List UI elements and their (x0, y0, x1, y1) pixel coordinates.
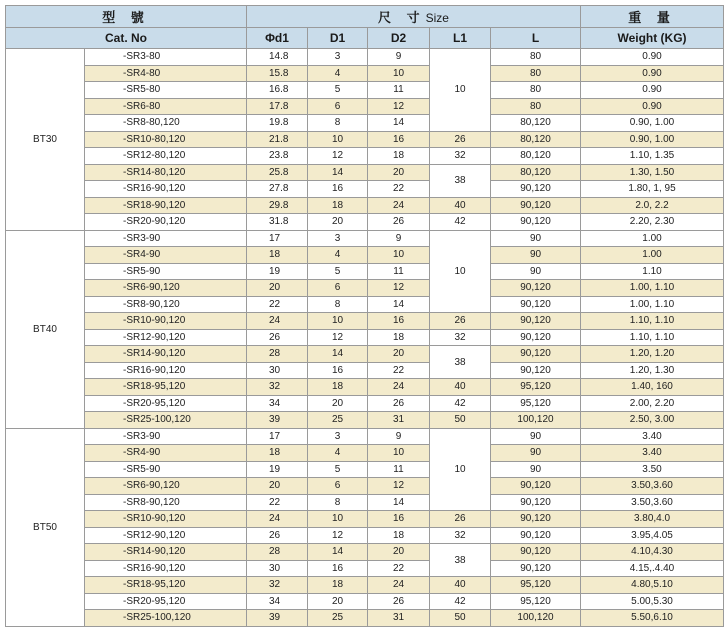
D1-cell: 10 (308, 131, 368, 148)
weight-cell: 4.80,5.10 (581, 577, 724, 594)
model-header-cn: 型 號 (6, 6, 247, 28)
weight-cell: 1.30, 1.50 (581, 164, 724, 181)
L-cell: 80,120 (491, 131, 581, 148)
D2-cell: 31 (368, 412, 430, 429)
L-cell: 90,120 (491, 329, 581, 346)
D1-cell: 12 (308, 148, 368, 165)
cat-no-cell: -SR4-90 (85, 445, 247, 462)
d1-cell: 19 (247, 263, 308, 280)
col-L1-header: L1 (430, 28, 491, 49)
group-label: BT40 (6, 230, 85, 428)
L1-cell: 10 (430, 428, 491, 511)
D2-cell: 11 (368, 82, 430, 99)
table-row (6, 98, 724, 115)
d1-cell: 24 (247, 511, 308, 528)
L-cell: 90,120 (491, 214, 581, 231)
L-cell: 80 (491, 65, 581, 82)
table-row (6, 181, 724, 198)
d1-cell: 26 (247, 329, 308, 346)
L1-cell: 42 (430, 593, 491, 610)
d1-cell: 23.8 (247, 148, 308, 165)
col-D2-header: D2 (368, 28, 430, 49)
L-cell: 80 (491, 49, 581, 66)
weight-cell: 1.10, 1.10 (581, 313, 724, 330)
D2-cell: 18 (368, 148, 430, 165)
weight-cell: 4.10,4.30 (581, 544, 724, 561)
table-row (6, 494, 724, 511)
L-cell: 90,120 (491, 560, 581, 577)
table-row (6, 164, 724, 181)
cat-no-cell: -SR6-90,120 (85, 478, 247, 495)
d1-cell: 17.8 (247, 98, 308, 115)
D2-cell: 10 (368, 445, 430, 462)
d1-cell: 14.8 (247, 49, 308, 66)
L1-cell: 40 (430, 577, 491, 594)
weight-cell: 3.40 (581, 428, 724, 445)
D1-cell: 3 (308, 428, 368, 445)
d1-cell: 28 (247, 544, 308, 561)
D2-cell: 9 (368, 49, 430, 66)
D1-cell: 20 (308, 593, 368, 610)
group-label: BT30 (6, 49, 85, 231)
D1-cell: 16 (308, 181, 368, 198)
d1-cell: 34 (247, 593, 308, 610)
table-row (6, 511, 724, 528)
weight-cell: 2.00, 2.20 (581, 395, 724, 412)
table-row (6, 82, 724, 99)
L-cell: 80 (491, 82, 581, 99)
D1-cell: 4 (308, 445, 368, 462)
cat-no-cell: -SR14-90,120 (85, 544, 247, 561)
D2-cell: 26 (368, 395, 430, 412)
table-body (6, 49, 724, 627)
table-row (6, 461, 724, 478)
D1-cell: 10 (308, 313, 368, 330)
table-row (6, 313, 724, 330)
D1-cell: 8 (308, 494, 368, 511)
D2-cell: 11 (368, 263, 430, 280)
weight-cell: 0.90, 1.00 (581, 115, 724, 132)
L-cell: 95,120 (491, 577, 581, 594)
table-row (6, 296, 724, 313)
D1-cell: 6 (308, 478, 368, 495)
D1-cell: 5 (308, 82, 368, 99)
weight-header-en: Weight (KG) (581, 28, 724, 49)
D2-cell: 20 (368, 346, 430, 363)
L1-cell: 42 (430, 395, 491, 412)
L-cell: 90,120 (491, 181, 581, 198)
cat-no-cell: -SR8-90,120 (85, 296, 247, 313)
D2-cell: 18 (368, 329, 430, 346)
col-L-header: L (491, 28, 581, 49)
D1-cell: 20 (308, 214, 368, 231)
D2-cell: 24 (368, 577, 430, 594)
D2-cell: 12 (368, 280, 430, 297)
table-row (6, 263, 724, 280)
cat-no-cell: -SR10-90,120 (85, 313, 247, 330)
L-cell: 80,120 (491, 148, 581, 165)
D2-cell: 24 (368, 197, 430, 214)
D2-cell: 9 (368, 428, 430, 445)
D1-cell: 6 (308, 98, 368, 115)
table-row (6, 280, 724, 297)
table-row (6, 445, 724, 462)
d1-cell: 21.8 (247, 131, 308, 148)
table-row (6, 247, 724, 264)
D2-cell: 12 (368, 98, 430, 115)
L-cell: 90,120 (491, 280, 581, 297)
d1-cell: 20 (247, 478, 308, 495)
D2-cell: 22 (368, 560, 430, 577)
D2-cell: 14 (368, 296, 430, 313)
D1-cell: 3 (308, 49, 368, 66)
weight-cell: 1.10, 1.35 (581, 148, 724, 165)
L-cell: 90 (491, 263, 581, 280)
weight-cell: 1.00 (581, 230, 724, 247)
L-cell: 90 (491, 230, 581, 247)
d1-cell: 26 (247, 527, 308, 544)
D1-cell: 18 (308, 379, 368, 396)
weight-cell: 3.50 (581, 461, 724, 478)
D1-cell: 14 (308, 164, 368, 181)
L-cell: 90 (491, 428, 581, 445)
D1-cell: 20 (308, 395, 368, 412)
table-row (6, 49, 724, 66)
L1-cell: 32 (430, 148, 491, 165)
table-row (6, 577, 724, 594)
weight-cell: 5.50,6.10 (581, 610, 724, 627)
D2-cell: 20 (368, 164, 430, 181)
D2-cell: 26 (368, 593, 430, 610)
D2-cell: 16 (368, 511, 430, 528)
cat-no-cell: -SR14-80,120 (85, 164, 247, 181)
model-header-en: Cat. No (6, 28, 247, 49)
table-row (6, 610, 724, 627)
cat-no-cell: -SR25-100,120 (85, 412, 247, 429)
weight-cell: 1.80, 1, 95 (581, 181, 724, 198)
L-cell: 90,120 (491, 511, 581, 528)
table-row (6, 346, 724, 363)
cat-no-cell: -SR4-90 (85, 247, 247, 264)
weight-cell: 1.10, 1.10 (581, 329, 724, 346)
table-row (6, 329, 724, 346)
D2-cell: 26 (368, 214, 430, 231)
spec-table (5, 5, 724, 627)
L1-cell: 10 (430, 230, 491, 313)
d1-cell: 20 (247, 280, 308, 297)
col-d1-header: Φd1 (247, 28, 308, 49)
d1-cell: 39 (247, 412, 308, 429)
D1-cell: 5 (308, 461, 368, 478)
cat-no-cell: -SR18-90,120 (85, 197, 247, 214)
cat-no-cell: -SR14-90,120 (85, 346, 247, 363)
weight-cell: 1.00, 1.10 (581, 280, 724, 297)
d1-cell: 27.8 (247, 181, 308, 198)
d1-cell: 17 (247, 230, 308, 247)
D1-cell: 6 (308, 280, 368, 297)
L-cell: 90,120 (491, 494, 581, 511)
weight-cell: 1.00 (581, 247, 724, 264)
D2-cell: 14 (368, 494, 430, 511)
weight-header-cn: 重 量 (581, 6, 724, 28)
L-cell: 95,120 (491, 593, 581, 610)
weight-cell: 1.00, 1.10 (581, 296, 724, 313)
L-cell: 90,120 (491, 362, 581, 379)
cat-no-cell: -SR12-80,120 (85, 148, 247, 165)
cat-no-cell: -SR4-80 (85, 65, 247, 82)
weight-cell: 0.90 (581, 82, 724, 99)
L-cell: 95,120 (491, 395, 581, 412)
D2-cell: 10 (368, 247, 430, 264)
cat-no-cell: -SR3-80 (85, 49, 247, 66)
table-row (6, 544, 724, 561)
cat-no-cell: -SR8-80,120 (85, 115, 247, 132)
d1-cell: 24 (247, 313, 308, 330)
L-cell: 80,120 (491, 115, 581, 132)
L-cell: 90 (491, 247, 581, 264)
D1-cell: 18 (308, 577, 368, 594)
cat-no-cell: -SR3-90 (85, 428, 247, 445)
table-row (6, 527, 724, 544)
d1-cell: 31.8 (247, 214, 308, 231)
table-row (6, 362, 724, 379)
L1-cell: 38 (430, 164, 491, 197)
L1-cell: 42 (430, 214, 491, 231)
D1-cell: 12 (308, 527, 368, 544)
table-row (6, 379, 724, 396)
table-row (6, 412, 724, 429)
d1-cell: 28 (247, 346, 308, 363)
D2-cell: 22 (368, 362, 430, 379)
D1-cell: 12 (308, 329, 368, 346)
L-cell: 90 (491, 445, 581, 462)
L1-cell: 26 (430, 313, 491, 330)
weight-cell: 2.50, 3.00 (581, 412, 724, 429)
D2-cell: 18 (368, 527, 430, 544)
table-row (6, 395, 724, 412)
table-row (6, 131, 724, 148)
cat-no-cell: -SR8-90,120 (85, 494, 247, 511)
D1-cell: 8 (308, 296, 368, 313)
D2-cell: 31 (368, 610, 430, 627)
cat-no-cell: -SR6-80 (85, 98, 247, 115)
D2-cell: 11 (368, 461, 430, 478)
weight-cell: 3.50,3.60 (581, 494, 724, 511)
weight-cell: 4.15,.4.40 (581, 560, 724, 577)
weight-cell: 0.90, 1.00 (581, 131, 724, 148)
cat-no-cell: -SR20-90,120 (85, 214, 247, 231)
d1-cell: 19 (247, 461, 308, 478)
weight-cell: 0.90 (581, 65, 724, 82)
cat-no-cell: -SR3-90 (85, 230, 247, 247)
L-cell: 90,120 (491, 346, 581, 363)
L1-cell: 32 (430, 527, 491, 544)
cat-no-cell: -SR10-80,120 (85, 131, 247, 148)
L1-cell: 38 (430, 544, 491, 577)
table-row (6, 65, 724, 82)
L1-cell: 26 (430, 511, 491, 528)
cat-no-cell: -SR18-95,120 (85, 577, 247, 594)
cat-no-cell: -SR5-90 (85, 263, 247, 280)
D2-cell: 12 (368, 478, 430, 495)
cat-no-cell: -SR16-90,120 (85, 181, 247, 198)
d1-cell: 15.8 (247, 65, 308, 82)
L-cell: 90 (491, 461, 581, 478)
cat-no-cell: -SR20-95,120 (85, 593, 247, 610)
D1-cell: 18 (308, 197, 368, 214)
d1-cell: 22 (247, 296, 308, 313)
D1-cell: 25 (308, 610, 368, 627)
L1-cell: 40 (430, 379, 491, 396)
cat-no-cell: -SR12-90,120 (85, 329, 247, 346)
weight-cell: 3.50,3.60 (581, 478, 724, 495)
table-row (6, 230, 724, 247)
d1-cell: 34 (247, 395, 308, 412)
col-D1-header: D1 (308, 28, 368, 49)
table-row (6, 428, 724, 445)
d1-cell: 19.8 (247, 115, 308, 132)
weight-cell: 1.40, 160 (581, 379, 724, 396)
weight-cell: 0.90 (581, 49, 724, 66)
table-row (6, 560, 724, 577)
weight-cell: 3.95,4.05 (581, 527, 724, 544)
weight-cell: 1.20, 1.20 (581, 346, 724, 363)
weight-cell: 3.80,4.0 (581, 511, 724, 528)
L1-cell: 10 (430, 49, 491, 132)
L1-cell: 50 (430, 412, 491, 429)
table-row (6, 593, 724, 610)
L-cell: 90,120 (491, 197, 581, 214)
L-cell: 95,120 (491, 379, 581, 396)
weight-cell: 1.10 (581, 263, 724, 280)
d1-cell: 29.8 (247, 197, 308, 214)
d1-cell: 17 (247, 428, 308, 445)
d1-cell: 18 (247, 247, 308, 264)
D1-cell: 14 (308, 544, 368, 561)
cat-no-cell: -SR16-90,120 (85, 560, 247, 577)
cat-no-cell: -SR10-90,120 (85, 511, 247, 528)
d1-cell: 30 (247, 560, 308, 577)
L-cell: 100,120 (491, 412, 581, 429)
d1-cell: 22 (247, 494, 308, 511)
L-cell: 90,120 (491, 313, 581, 330)
d1-cell: 25.8 (247, 164, 308, 181)
cat-no-cell: -SR20-95,120 (85, 395, 247, 412)
d1-cell: 32 (247, 577, 308, 594)
D2-cell: 16 (368, 313, 430, 330)
L-cell: 90,120 (491, 478, 581, 495)
spec-table-container (5, 5, 723, 627)
D2-cell: 9 (368, 230, 430, 247)
D1-cell: 5 (308, 263, 368, 280)
weight-cell: 2.20, 2.30 (581, 214, 724, 231)
D2-cell: 24 (368, 379, 430, 396)
weight-cell: 1.20, 1.30 (581, 362, 724, 379)
L-cell: 90,120 (491, 544, 581, 561)
L1-cell: 38 (430, 346, 491, 379)
L-cell: 100,120 (491, 610, 581, 627)
weight-cell: 3.40 (581, 445, 724, 462)
d1-cell: 16.8 (247, 82, 308, 99)
D1-cell: 4 (308, 65, 368, 82)
D1-cell: 25 (308, 412, 368, 429)
D1-cell: 14 (308, 346, 368, 363)
L-cell: 90,120 (491, 296, 581, 313)
D2-cell: 22 (368, 181, 430, 198)
cat-no-cell: -SR18-95,120 (85, 379, 247, 396)
d1-cell: 18 (247, 445, 308, 462)
L1-cell: 50 (430, 610, 491, 627)
cat-no-cell: -SR16-90,120 (85, 362, 247, 379)
table-row (6, 214, 724, 231)
D1-cell: 16 (308, 362, 368, 379)
d1-cell: 32 (247, 379, 308, 396)
D2-cell: 16 (368, 131, 430, 148)
group-label: BT50 (6, 428, 85, 626)
D2-cell: 14 (368, 115, 430, 132)
D1-cell: 16 (308, 560, 368, 577)
L1-cell: 26 (430, 131, 491, 148)
L-cell: 90,120 (491, 527, 581, 544)
cat-no-cell: -SR5-80 (85, 82, 247, 99)
D1-cell: 10 (308, 511, 368, 528)
size-header: 尺 寸Size (247, 6, 581, 28)
table-row (6, 115, 724, 132)
weight-cell: 5.00,5.30 (581, 593, 724, 610)
weight-cell: 2.0, 2.2 (581, 197, 724, 214)
d1-cell: 39 (247, 610, 308, 627)
L-cell: 80,120 (491, 164, 581, 181)
D2-cell: 10 (368, 65, 430, 82)
D2-cell: 20 (368, 544, 430, 561)
L1-cell: 40 (430, 197, 491, 214)
D1-cell: 4 (308, 247, 368, 264)
D1-cell: 3 (308, 230, 368, 247)
table-row (6, 197, 724, 214)
weight-cell: 0.90 (581, 98, 724, 115)
cat-no-cell: -SR5-90 (85, 461, 247, 478)
table-header (6, 6, 724, 49)
cat-no-cell: -SR25-100,120 (85, 610, 247, 627)
L-cell: 80 (491, 98, 581, 115)
cat-no-cell: -SR12-90,120 (85, 527, 247, 544)
D1-cell: 8 (308, 115, 368, 132)
cat-no-cell: -SR6-90,120 (85, 280, 247, 297)
table-row (6, 478, 724, 495)
table-row (6, 148, 724, 165)
L1-cell: 32 (430, 329, 491, 346)
d1-cell: 30 (247, 362, 308, 379)
